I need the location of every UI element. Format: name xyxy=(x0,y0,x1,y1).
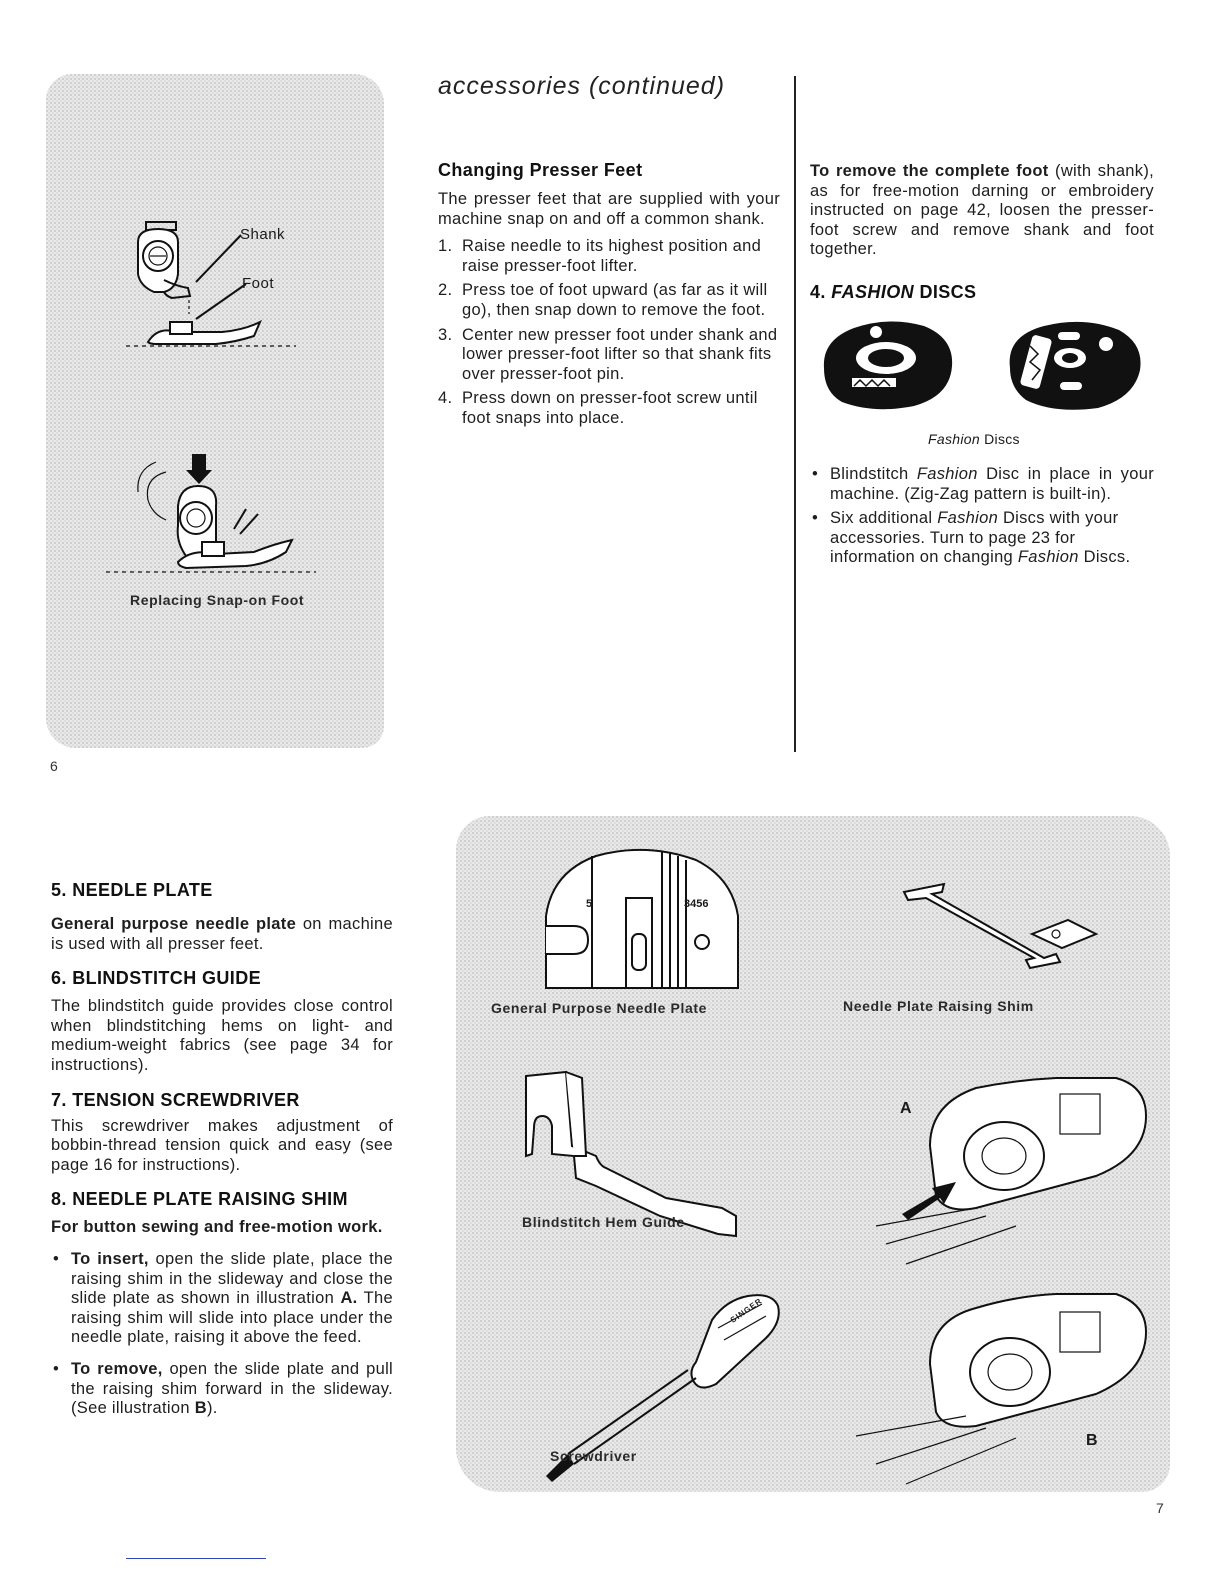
caption-fashion-discs: Fashion Discs xyxy=(928,431,1020,447)
page-number-left: 6 xyxy=(50,758,58,774)
illustration-a-drawing xyxy=(876,1078,1146,1264)
heading-blindstitch-guide: 6. BLINDSTITCH GUIDE xyxy=(51,968,262,989)
fashion-bullet-1: • Blindstitch Fashion Disc in place in your machine. (Zig-Zag pattern is built-in). xyxy=(812,465,1154,503)
blindstitch-guide-text: The blindstitch guide provides close control when blindstitching hems on light- and medium-weight fabrics (see page 34 for instructions). xyxy=(51,997,393,1074)
label-foot: Foot xyxy=(242,275,275,292)
right-text-column xyxy=(51,880,393,1424)
caption-blindstitch-hem-guide: Blindstitch Hem Guide xyxy=(522,1214,685,1230)
footer-rule xyxy=(126,1558,266,1559)
fashion-bullet-2: • Six additional Fashion Discs with your accessories. Turn to page 23 for information on changing Fashion Discs. xyxy=(812,509,1131,567)
bullet-to-remove: • To remove, open the slide plate and pull the raising shim forward in the slideway. (See illustration B). xyxy=(53,1359,393,1418)
accessories-illustrations xyxy=(456,816,1170,1492)
caption-needle-plate-raising-shim: Needle Plate Raising Shim xyxy=(843,998,1034,1014)
step-item: 2. Press toe of foot upward (as far as it will go), then snap down to remove the foot. xyxy=(438,281,768,319)
heading-raising-shim: 8. NEEDLE PLATE RAISING SHIM xyxy=(51,1189,348,1210)
raising-shim-bullets xyxy=(51,1250,393,1419)
remove-complete-foot-text: To remove the complete foot (with shank), as for free-motion darning or embroidery instructed on page 42, loosen the presser-foot screw and remove shank and foot together. xyxy=(810,162,1155,259)
page-number-right: 7 xyxy=(1156,1500,1164,1516)
section-changing-presser-feet xyxy=(438,160,780,434)
heading-needle-plate: 5. NEEDLE PLATE xyxy=(51,880,213,900)
hem-guide-drawing xyxy=(526,1072,736,1236)
foot-drawing xyxy=(126,322,296,346)
caption-screwdriver: Screwdriver xyxy=(550,1448,637,1464)
label-shank: Shank xyxy=(240,226,286,243)
raising-shim-subheading: For button sewing and free-motion work. xyxy=(51,1218,383,1237)
fashion-discs-illustration xyxy=(814,318,1144,418)
bullet-to-insert: • To insert, open the slide plate, place the raising shim in the slideway and close the slide plate as shown in illustration A. The raising shim will slide into place under the needle plate, raising it above the feed. xyxy=(53,1249,394,1347)
illustration-b-drawing xyxy=(856,1294,1146,1484)
steps-list xyxy=(438,237,780,428)
disc-right xyxy=(1010,322,1141,410)
plate-mark-5: 5 xyxy=(586,898,593,910)
disc-left xyxy=(824,321,952,409)
plate-mark-3456: 3456 xyxy=(684,898,709,910)
heading-tension-screwdriver: 7. TENSION SCREWDRIVER xyxy=(51,1089,300,1110)
heading-changing-presser-feet: Changing Presser Feet xyxy=(438,160,643,180)
screwdriver-brand: SINGER xyxy=(728,1296,764,1325)
label-illustration-b: B xyxy=(1086,1432,1098,1449)
snap-on-foot-illustration xyxy=(46,74,384,748)
section-remove-complete-foot xyxy=(810,162,1154,260)
replacing-drawing xyxy=(106,454,316,572)
step-item: 4. Press down on presser-foot screw until foot snaps into place. xyxy=(438,389,758,427)
label-illustration-a: A xyxy=(900,1100,912,1117)
needle-plate-text: General purpose needle plate on machine is used with all presser feet. xyxy=(51,915,393,953)
caption-replacing-snap-on-foot: Replacing Snap-on Foot xyxy=(130,592,305,608)
step-item: 3. Center new presser foot under shank and lower presser-foot lifter so that shank fits over presser-foot pin. xyxy=(438,325,778,383)
illustration-panel-snap-on-foot xyxy=(46,74,384,748)
section-fashion-discs xyxy=(810,282,1154,303)
shank-drawing xyxy=(138,222,246,319)
raising-shim-drawing xyxy=(904,884,1096,968)
needle-plate-drawing xyxy=(546,850,738,988)
page-title: accessories (continued) xyxy=(438,72,726,100)
tension-screwdriver-text: This screwdriver makes adjustment of bobbin-thread tension quick and easy (see page 16 for instructions). xyxy=(51,1116,393,1174)
heading-fashion-discs: 4. FASHION DISCS xyxy=(810,282,977,302)
changing-intro: The presser feet that are supplied with your machine snap on and off a common shank. xyxy=(438,190,780,228)
illustration-panel-accessories xyxy=(456,816,1170,1492)
step-item: 1. Raise needle to its highest position and raise presser-foot lifter. xyxy=(438,237,762,275)
column-divider xyxy=(794,76,796,752)
caption-general-purpose-needle-plate: General Purpose Needle Plate xyxy=(491,1000,707,1016)
fashion-discs-bullets xyxy=(810,465,1154,573)
